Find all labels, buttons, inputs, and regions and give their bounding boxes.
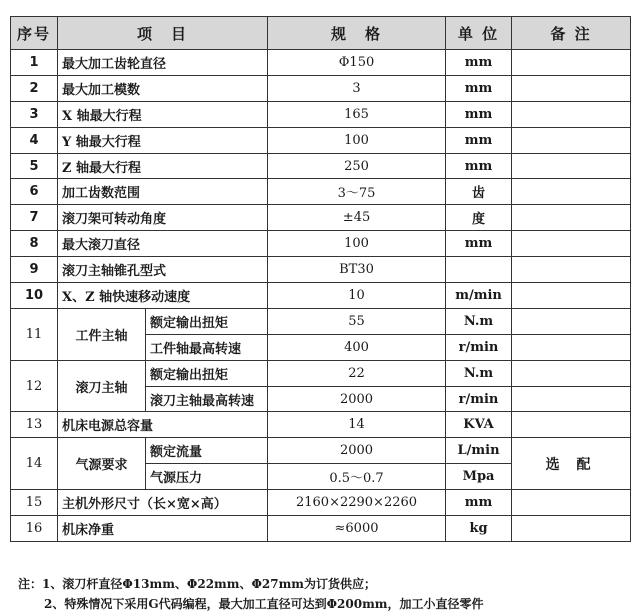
row-spec: ≈6000: [268, 516, 446, 542]
row-unit: N.m: [446, 308, 512, 334]
row-no: 10: [11, 283, 58, 309]
table-row: [11, 50, 631, 76]
row-remark: [512, 516, 631, 542]
row-spec: BT30: [268, 257, 446, 283]
row-remark: [512, 283, 631, 309]
row-item: Y 轴最大行程: [58, 127, 268, 153]
row-sub-item: 滚刀主轴最高转速: [146, 386, 268, 412]
row-unit: m/min: [446, 283, 512, 309]
row-no: 7: [11, 205, 58, 231]
row-spec: 100: [268, 231, 446, 257]
row-item: 加工齿数范围: [58, 179, 268, 205]
row-item: 滚刀主轴锥孔型式: [58, 257, 268, 283]
row-group: 气源要求: [58, 438, 146, 490]
table-row: [11, 75, 631, 101]
row-spec: 10: [268, 283, 446, 309]
row-sub-item: 额定输出扭矩: [146, 308, 268, 334]
row-remark: [512, 308, 631, 334]
row-spec: 3: [268, 75, 446, 101]
row-no: 6: [11, 179, 58, 205]
row-unit: N.m: [446, 360, 512, 386]
row-no: 4: [11, 127, 58, 153]
row-item: X、Z 轴快速移动速度: [58, 283, 268, 309]
row-no: 2: [11, 75, 58, 101]
row-item: X 轴最大行程: [58, 101, 268, 127]
header-spec: 规 格: [268, 17, 446, 50]
row-item: 最大加工齿轮直径: [58, 50, 268, 76]
row-unit: L/min: [446, 438, 512, 464]
row-item: 最大滚刀直径: [58, 231, 268, 257]
row-unit: kg: [446, 516, 512, 542]
row-remark: [512, 257, 631, 283]
row-remark: [512, 386, 631, 412]
row-spec: 400: [268, 334, 446, 360]
row-spec: 55: [268, 308, 446, 334]
header-unit: 单 位: [446, 17, 512, 50]
row-remark: [512, 205, 631, 231]
row-unit: mm: [446, 231, 512, 257]
row-unit: mm: [446, 50, 512, 76]
row-spec: 14: [268, 412, 446, 438]
row-spec: 2160×2290×2260: [268, 490, 446, 516]
table-row: [11, 153, 631, 179]
row-remark: [512, 412, 631, 438]
spec-table: [10, 16, 631, 542]
table-row: [11, 516, 631, 542]
footnotes: [18, 574, 630, 614]
row-item: 机床净重: [58, 516, 268, 542]
row-remark: [512, 179, 631, 205]
row-remark: 选 配: [512, 438, 631, 490]
row-sub-item: 工件轴最高转速: [146, 334, 268, 360]
row-unit: 齿: [446, 179, 512, 205]
footnote-1: 注：1、滚刀杆直径Φ13mm、Φ22mm、Φ27mm为订货供应；: [18, 577, 376, 591]
row-no: 11: [11, 308, 58, 360]
row-no: 1: [11, 50, 58, 76]
row-no: 3: [11, 101, 58, 127]
row-group: 工件主轴: [58, 308, 146, 360]
row-group: 滚刀主轴: [58, 360, 146, 412]
table-row: [11, 438, 631, 464]
row-unit: [446, 257, 512, 283]
row-sub-item: 气源压力: [146, 464, 268, 490]
row-remark: [512, 231, 631, 257]
row-spec: 2000: [268, 438, 446, 464]
row-unit: mm: [446, 153, 512, 179]
row-spec: 250: [268, 153, 446, 179]
row-no: 13: [11, 412, 58, 438]
row-unit: r/min: [446, 386, 512, 412]
row-no: 15: [11, 490, 58, 516]
row-remark: [512, 360, 631, 386]
row-no: 14: [11, 438, 58, 490]
row-remark: [512, 127, 631, 153]
row-no: 16: [11, 516, 58, 542]
row-item: 滚刀架可转动角度: [58, 205, 268, 231]
row-spec: ±45: [268, 205, 446, 231]
row-sub-item: 额定流量: [146, 438, 268, 464]
row-spec: 2000: [268, 386, 446, 412]
row-unit: Mpa: [446, 464, 512, 490]
table-row: [11, 205, 631, 231]
table-row: [11, 360, 631, 386]
row-no: 9: [11, 257, 58, 283]
table-row: [11, 308, 631, 334]
row-spec: 165: [268, 101, 446, 127]
table-row: [11, 283, 631, 309]
row-unit: mm: [446, 127, 512, 153]
row-no: 5: [11, 153, 58, 179]
table-row: [11, 231, 631, 257]
row-remark: [512, 153, 631, 179]
row-remark: [512, 75, 631, 101]
table-header-row: [11, 17, 631, 50]
header-remark: 备 注: [512, 17, 631, 50]
row-remark: [512, 334, 631, 360]
row-no: 12: [11, 360, 58, 412]
row-spec: 3～75: [268, 179, 446, 205]
row-remark: [512, 490, 631, 516]
header-no: 序号: [11, 17, 58, 50]
row-unit: KVA: [446, 412, 512, 438]
row-unit: mm: [446, 101, 512, 127]
row-spec: 100: [268, 127, 446, 153]
table-row: [11, 101, 631, 127]
row-remark: [512, 50, 631, 76]
row-spec: 22: [268, 360, 446, 386]
table-row: [11, 127, 631, 153]
row-sub-item: 额定输出扭矩: [146, 360, 268, 386]
row-spec: 0.5～0.7: [268, 464, 446, 490]
row-item: Z 轴最大行程: [58, 153, 268, 179]
row-unit: r/min: [446, 334, 512, 360]
footnote-2: 2、特殊情况下采用G代码编程，最大加工直径可达到Φ200mm，加工小直径零件: [44, 597, 484, 611]
row-no: 8: [11, 231, 58, 257]
row-item: 机床电源总容量: [58, 412, 268, 438]
row-item: 主机外形尺寸（长×宽×高）: [58, 490, 268, 516]
row-item: 最大加工模数: [58, 75, 268, 101]
row-spec: Φ150: [268, 50, 446, 76]
row-unit: 度: [446, 205, 512, 231]
row-remark: [512, 101, 631, 127]
table-row: [11, 257, 631, 283]
table-row: [11, 490, 631, 516]
header-item: 项 目: [58, 17, 268, 50]
table-row: [11, 412, 631, 438]
table-row: [11, 179, 631, 205]
row-unit: mm: [446, 75, 512, 101]
row-unit: mm: [446, 490, 512, 516]
